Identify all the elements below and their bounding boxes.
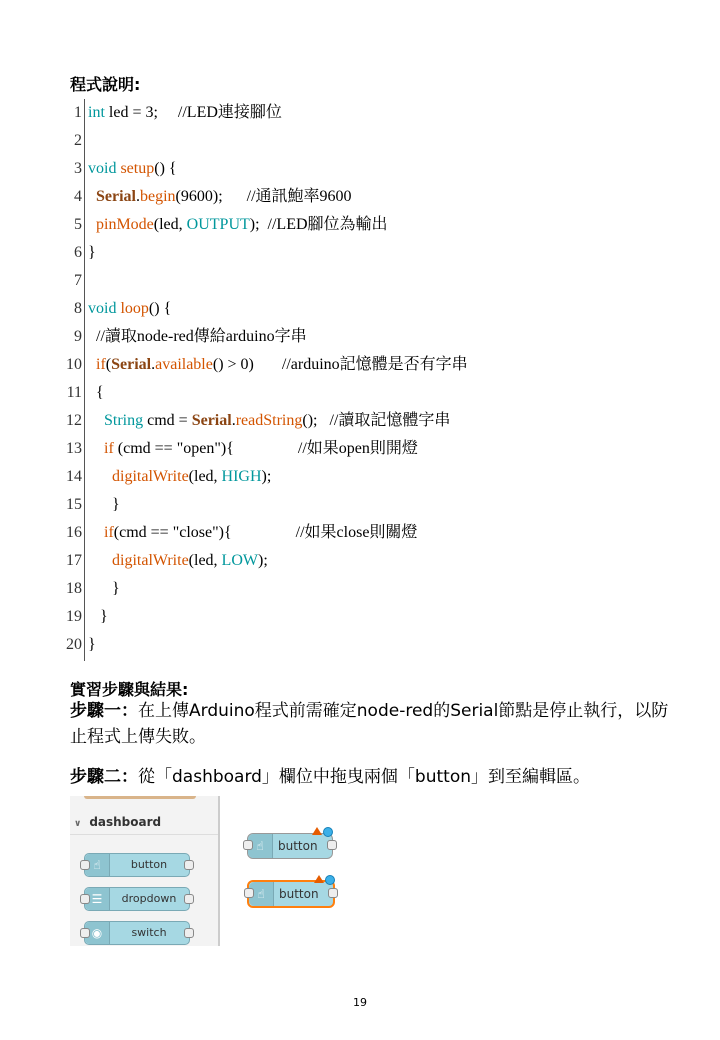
palette-node-dropdown[interactable] bbox=[84, 887, 190, 911]
line-number: 6 bbox=[74, 244, 82, 261]
output-port bbox=[184, 860, 194, 870]
code-block bbox=[60, 99, 660, 659]
input-port bbox=[80, 860, 90, 870]
code-line bbox=[60, 239, 660, 267]
code-line bbox=[60, 631, 660, 659]
input-port bbox=[243, 840, 253, 850]
undeployed-dot-icon bbox=[323, 827, 333, 837]
hand-pointer-icon: ☝ bbox=[248, 834, 273, 858]
line-number: 13 bbox=[66, 440, 82, 457]
code-line bbox=[60, 351, 660, 379]
line-number: 8 bbox=[74, 300, 82, 317]
line-number: 3 bbox=[74, 160, 82, 177]
palette-node-label: button bbox=[130, 858, 168, 871]
line-number: 7 bbox=[74, 272, 82, 289]
palette-node-label: dropdown bbox=[121, 892, 177, 905]
palette-category-dashboard[interactable] bbox=[70, 810, 218, 835]
list-icon: ☰ bbox=[85, 888, 110, 910]
step-one-label: 步驟一： bbox=[70, 701, 138, 721]
code-line bbox=[60, 211, 660, 239]
workspace-node-button-2[interactable] bbox=[247, 880, 335, 908]
code-text: if(Serial.available() > 0) //arduino記憶體是否有字串 bbox=[96, 356, 468, 373]
code-text: void loop() { bbox=[88, 300, 172, 317]
code-line bbox=[60, 407, 660, 435]
code-text: int led = 3; //LED連接腳位 bbox=[88, 104, 282, 121]
line-number: 11 bbox=[66, 384, 82, 401]
line-number: 20 bbox=[66, 636, 82, 653]
code-line bbox=[60, 323, 660, 351]
code-line bbox=[60, 435, 660, 463]
page-number: 19 bbox=[353, 996, 367, 1009]
line-number: 15 bbox=[66, 496, 82, 513]
line-number: 17 bbox=[66, 552, 82, 569]
code-text: digitalWrite(led, LOW); bbox=[112, 552, 268, 569]
code-text: if(cmd == "close"){ //如果close則關燈 bbox=[104, 524, 418, 541]
step-two-label: 步驟二： bbox=[70, 767, 138, 787]
code-text: } bbox=[88, 608, 108, 625]
hand-pointer-icon: ☝ bbox=[85, 854, 110, 876]
input-port bbox=[244, 888, 254, 898]
line-number: 16 bbox=[66, 524, 82, 541]
code-text: Serial.begin(9600); //通訊鮑率9600 bbox=[96, 188, 352, 205]
line-number: 9 bbox=[74, 328, 82, 345]
code-line bbox=[60, 183, 660, 211]
code-line bbox=[60, 127, 660, 155]
code-line bbox=[60, 155, 660, 183]
palette-node-switch[interactable] bbox=[84, 921, 190, 945]
line-number: 4 bbox=[74, 188, 82, 205]
output-port bbox=[184, 928, 194, 938]
code-text: pinMode(led, OUTPUT); //LED腳位為輸出 bbox=[96, 216, 388, 233]
code-line bbox=[60, 547, 660, 575]
code-text: } bbox=[88, 636, 96, 653]
code-line bbox=[60, 519, 660, 547]
line-number: 1 bbox=[74, 104, 82, 121]
step-one-text: 在上傳Arduino程式前需確定node-red的Serial節點是停止執行，以防止程式上傳失敗。 bbox=[70, 701, 669, 747]
code-text: //讀取node-red傳給arduino字串 bbox=[88, 328, 307, 345]
code-text: { bbox=[88, 384, 104, 401]
code-line bbox=[60, 575, 660, 603]
code-text: String cmd = Serial.readString(); //讀取記憶體字串 bbox=[104, 412, 451, 429]
line-number: 19 bbox=[66, 608, 82, 625]
line-number: 10 bbox=[66, 356, 82, 373]
steps-heading: 實習步驟與結果: bbox=[70, 680, 189, 699]
code-line bbox=[60, 99, 660, 127]
step-one bbox=[70, 698, 670, 750]
workspace-node-label: button bbox=[279, 887, 319, 901]
code-line bbox=[60, 379, 660, 407]
code-text: digitalWrite(led, HIGH); bbox=[112, 468, 272, 485]
palette-category-label: dashboard bbox=[89, 815, 162, 829]
code-text: void setup() { bbox=[88, 160, 177, 177]
code-line bbox=[60, 295, 660, 323]
step-two-text: 從「dashboard」欄位中拖曳兩個「button」到至編輯區。 bbox=[138, 767, 591, 787]
code-text: } bbox=[88, 580, 120, 597]
node-palette bbox=[70, 796, 220, 946]
code-text: } bbox=[88, 496, 120, 513]
code-line bbox=[60, 491, 660, 519]
changed-triangle-icon bbox=[312, 827, 322, 835]
input-port bbox=[80, 928, 90, 938]
step-two bbox=[70, 764, 670, 790]
workspace-node-label: button bbox=[278, 839, 318, 853]
palette-node-button[interactable] bbox=[84, 853, 190, 877]
input-port bbox=[80, 894, 90, 904]
code-line bbox=[60, 267, 660, 295]
changed-triangle-icon bbox=[314, 875, 324, 883]
hand-pointer-icon: ☝ bbox=[249, 882, 274, 906]
chevron-down-icon: ∨ bbox=[74, 819, 82, 829]
code-text: } bbox=[88, 244, 96, 261]
palette-previous-node bbox=[84, 796, 196, 799]
palette-node-label: switch bbox=[131, 926, 167, 939]
code-line bbox=[60, 463, 660, 491]
code-text: if (cmd == "open"){ //如果open則開燈 bbox=[104, 440, 418, 457]
undeployed-dot-icon bbox=[325, 875, 335, 885]
workspace-node-button-1[interactable] bbox=[247, 833, 333, 859]
output-port bbox=[184, 894, 194, 904]
output-port bbox=[328, 888, 338, 898]
toggle-icon: ◉ bbox=[85, 922, 110, 944]
line-number: 5 bbox=[74, 216, 82, 233]
line-number: 18 bbox=[66, 580, 82, 597]
line-number: 12 bbox=[66, 412, 82, 429]
program-explain-heading: 程式說明: bbox=[70, 75, 141, 94]
code-line bbox=[60, 603, 660, 631]
output-port bbox=[327, 840, 337, 850]
line-number: 2 bbox=[74, 132, 82, 149]
line-number: 14 bbox=[66, 468, 82, 485]
